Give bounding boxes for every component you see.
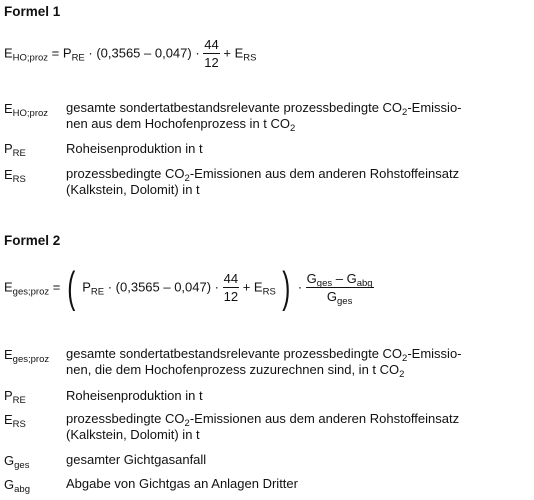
legend1-symbol-pre: $P_{RE}$ [4, 141, 26, 159]
legend2-symbol-gges: $G_{ges}$ [4, 453, 30, 471]
legend1-desc-pre: Roheisenproduktion in t [66, 141, 203, 156]
legend2-desc-pre: Roheisenproduktion in t [66, 388, 203, 403]
legend2-desc-ers: prozessbedingte $CO_2$-Emissionen aus dem anderen Rohstoffeinsatz (Kalkstein, Dolomit) in t [66, 411, 460, 442]
formula2-equation: $E_{ges;proz}$ = ( $P_{RE} \cdot (0,3565 - 0,047)$ · $\frac{44}{12}$ + $E_{RS}$ ) · $\frac{G_{ges} - G_{abg}}{G_{ges}}$ [4, 263, 373, 312]
legend2-desc-egesproz: gesamte sondertatbestandsrelevante prozessbedingte $CO_2-Emissio-$ nen, die dem Hochofenprozess zuzurechnen sind, in t $CO_2$ [66, 346, 462, 380]
legend1-symbol-ehoproz: $E_{HO;proz}$ [4, 101, 49, 119]
formula2-right-paren: ) [282, 263, 291, 312]
formula2-left-paren: ( [67, 263, 76, 312]
legend2-symbol-ers: $E_{RS}$ [4, 412, 26, 430]
legend2-symbol-pre: $P_{RE}$ [4, 388, 26, 406]
formula1-equation: $E_{HO;proz} = P_{RE} \cdot (0,3565 - 0,047)$ · $\frac{44}{12}$ + $E_{RS}$ [4, 37, 257, 70]
legend1-desc-ehoproz: gesamte sondertatbestandsrelevante prozessbedingte $CO_2-Emissio-$ nen aus dem Hochofenprozess in t $CO_2$ [66, 100, 462, 134]
legend2-desc-gabg: Abgabe von Gichtgas an Anlagen Dritter [66, 476, 298, 491]
formula2-heading: Formel 2 [4, 233, 61, 248]
formula2-gas-fraction: $\frac{G_{ges} - G_{abg}}{G_{ges}}$ [306, 271, 373, 307]
legend1-symbol-ers: $E_{RS}$ [4, 167, 26, 185]
formula1-heading: Formel 1 [4, 4, 61, 19]
legend1-desc-ers: prozessbedingte $CO_2$-Emissionen aus dem anderen Rohstoffeinsatz (Kalkstein, Dolomit) in t [66, 166, 460, 197]
legend2-desc-gges: gesamter Gichtgasanfall [66, 452, 207, 467]
legend2-symbol-egesproz: $E_{ges;proz}$ [4, 347, 50, 365]
legend2-symbol-gabg: $G_{abg}$ [4, 477, 30, 495]
formula2-fraction: $\frac{44}{12}$ [223, 271, 239, 304]
formula1-fraction: $\frac{44}{12}$ [204, 37, 219, 70]
